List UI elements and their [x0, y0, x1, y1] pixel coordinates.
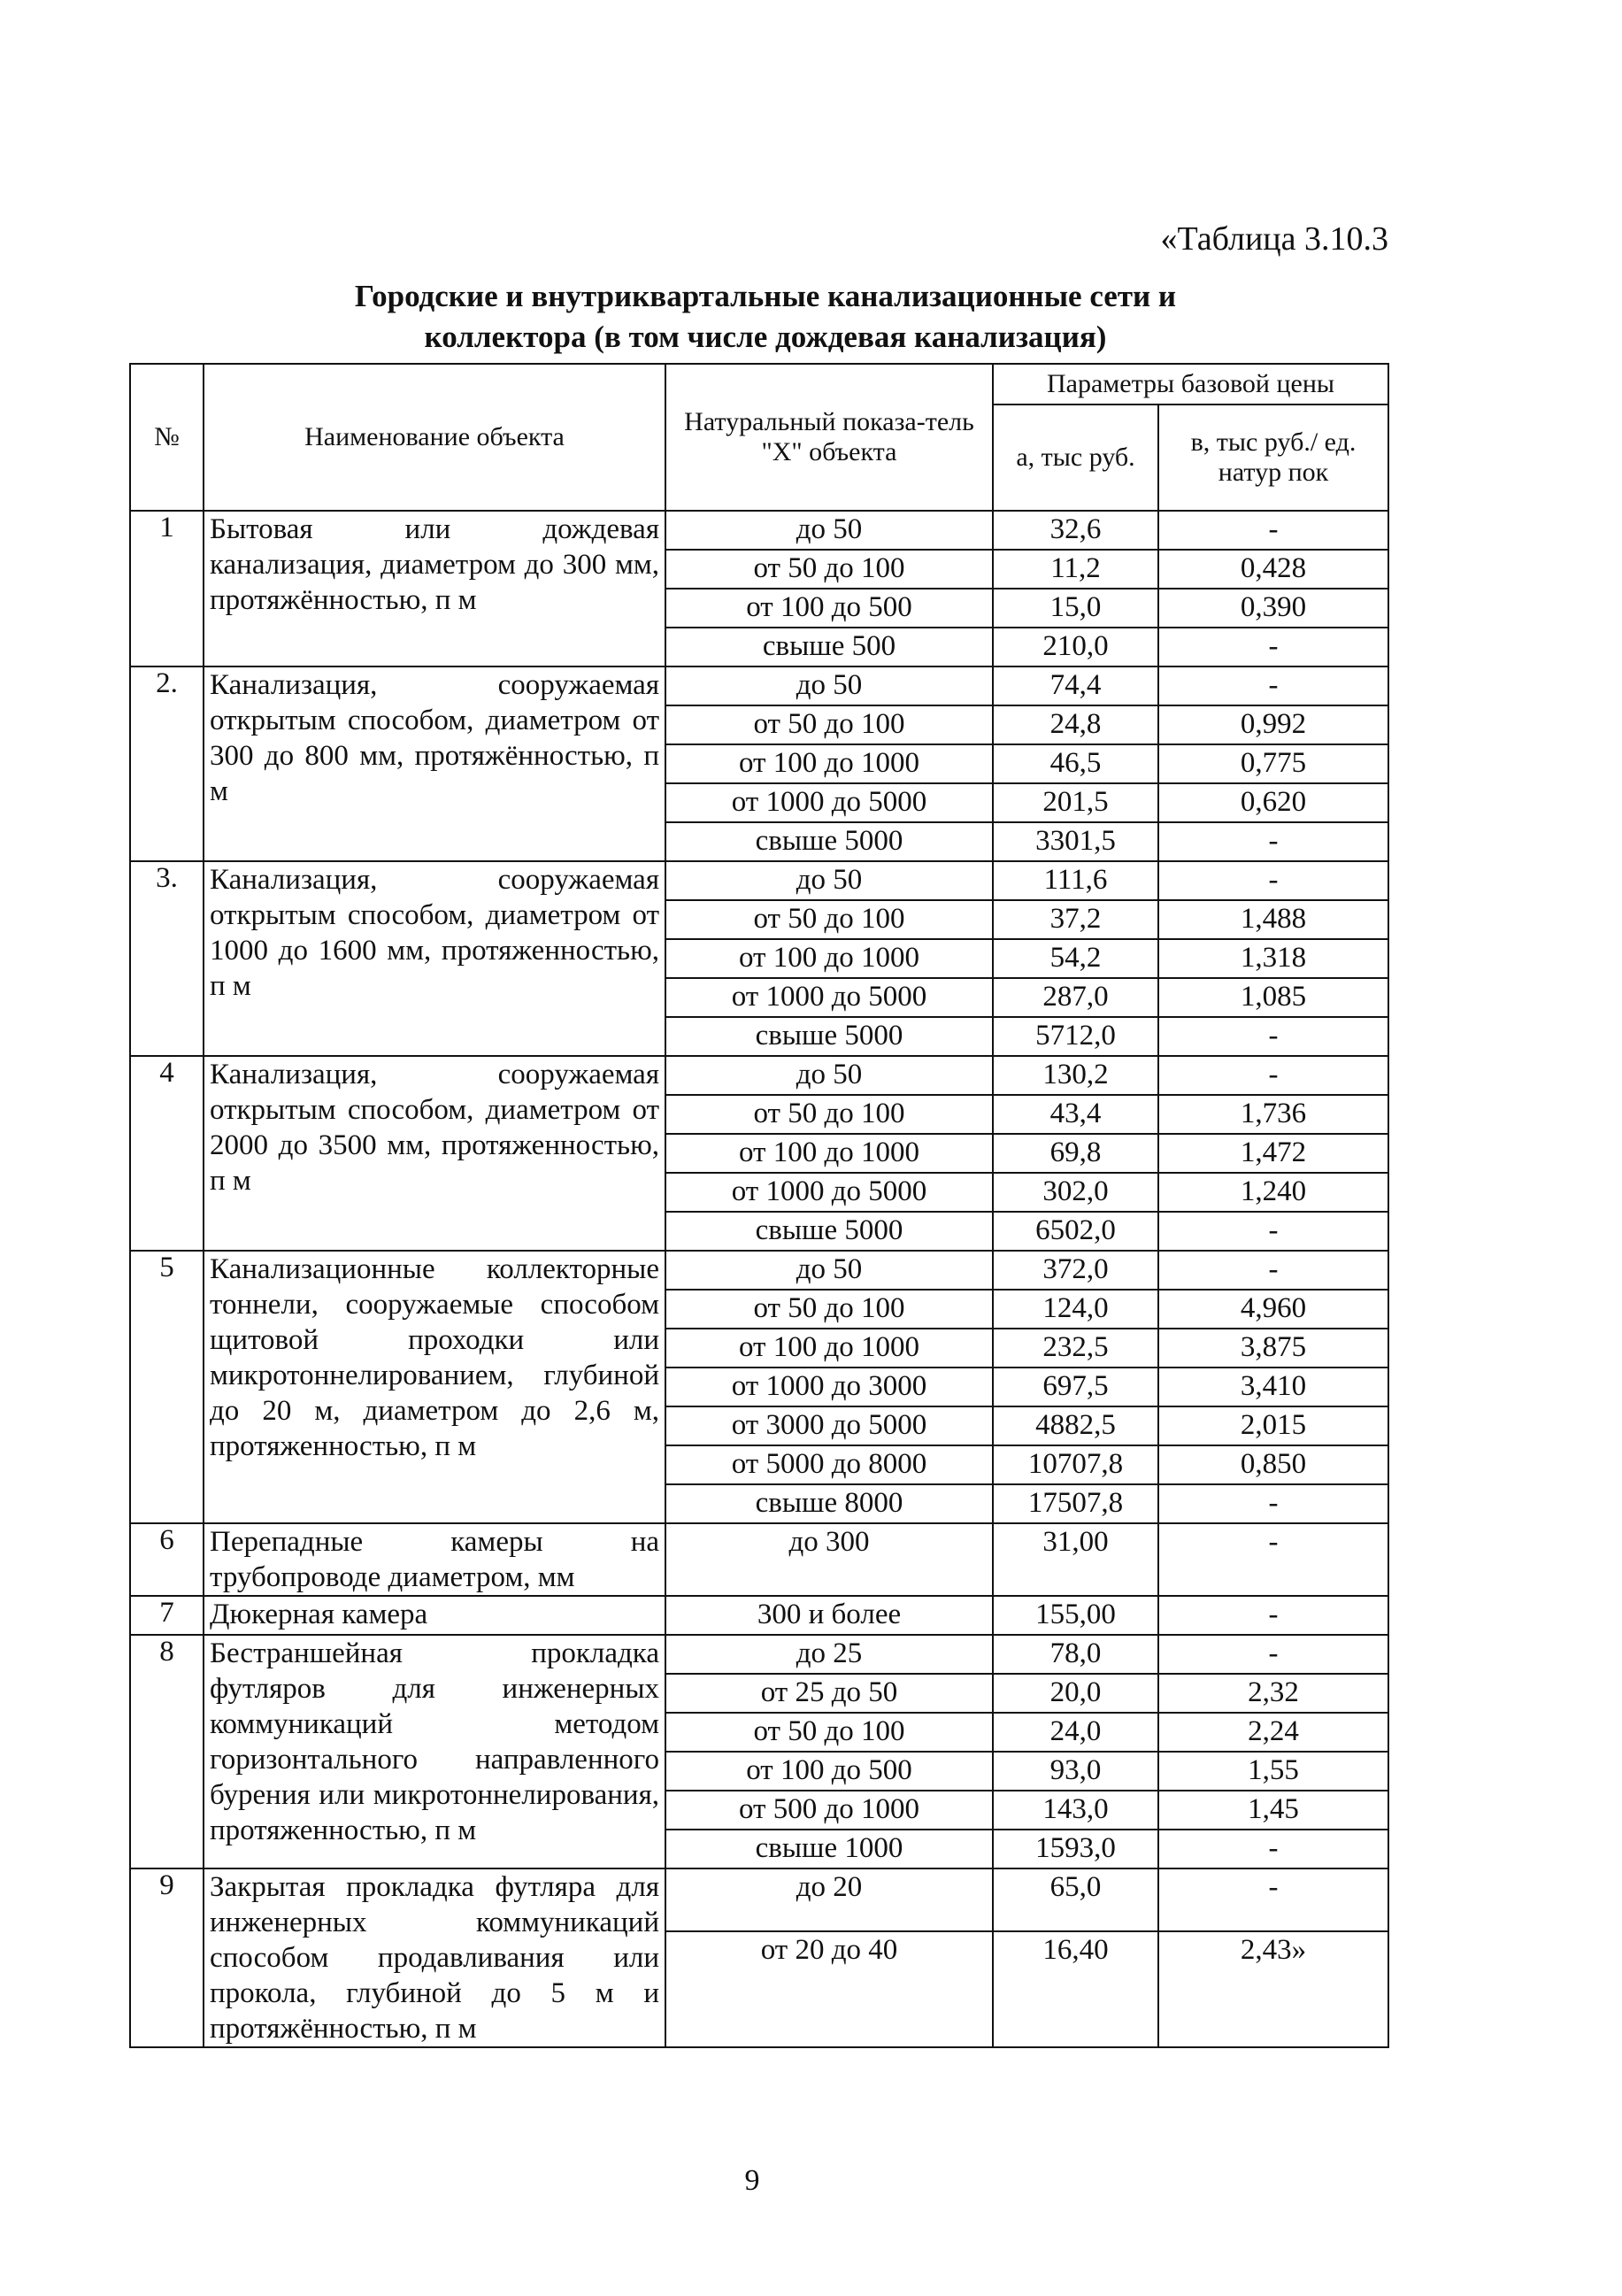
cell-x: свыше 1000	[665, 1830, 993, 1868]
cell-x: до 300	[665, 1523, 993, 1596]
cell-a: 4882,5	[993, 1406, 1158, 1445]
cell-b: -	[1158, 666, 1388, 705]
cell-a: 143,0	[993, 1791, 1158, 1830]
cell-x: свыше 8000	[665, 1484, 993, 1523]
cell-a: 111,6	[993, 861, 1158, 900]
cell-b: 2,32	[1158, 1674, 1388, 1713]
cell-b: 1,085	[1158, 978, 1388, 1017]
cell-x: от 1000 до 5000	[665, 978, 993, 1017]
cell-a: 31,00	[993, 1523, 1158, 1596]
cell-x: до 50	[665, 1251, 993, 1290]
cell-a: 46,5	[993, 744, 1158, 783]
cell-b: -	[1158, 1868, 1388, 1931]
table-label: «Таблица 3.10.3	[1160, 220, 1388, 258]
cell-x: от 50 до 100	[665, 1713, 993, 1752]
cell-a: 15,0	[993, 589, 1158, 628]
cell-a: 201,5	[993, 783, 1158, 822]
cell-a: 210,0	[993, 628, 1158, 666]
table-row	[130, 1523, 1388, 1596]
header-x: Натуральный показа-тель "X" объекта	[665, 364, 993, 511]
cell-a: 287,0	[993, 978, 1158, 1017]
cell-x: свыше 5000	[665, 1017, 993, 1056]
cell-x: от 100 до 500	[665, 589, 993, 628]
table-row	[130, 511, 1388, 550]
cell-a: 1593,0	[993, 1830, 1158, 1868]
table-row	[130, 1251, 1388, 1290]
cell-x: от 1000 до 5000	[665, 783, 993, 822]
cell-a: 17507,8	[993, 1484, 1158, 1523]
cell-b: 1,240	[1158, 1173, 1388, 1212]
cell-x: от 100 до 1000	[665, 1329, 993, 1368]
cell-x: до 50	[665, 861, 993, 900]
table-row	[130, 1056, 1388, 1095]
cell-name: Бытовая или дождевая канализация, диаметром до 300 мм, протяжённостью, п м	[204, 511, 665, 666]
cell-a: 20,0	[993, 1674, 1158, 1713]
cell-a: 302,0	[993, 1173, 1158, 1212]
cell-name: Канализация, сооружаемая открытым способом, диаметром от 1000 до 1600 мм, протяженностью, п м	[204, 861, 665, 1056]
cell-a: 10707,8	[993, 1445, 1158, 1484]
cell-b: 1,318	[1158, 939, 1388, 978]
table-row	[130, 1635, 1388, 1674]
cell-b: 0,620	[1158, 783, 1388, 822]
cell-b: -	[1158, 1830, 1388, 1868]
cell-x: 300 и более	[665, 1596, 993, 1635]
cell-a: 130,2	[993, 1056, 1158, 1095]
cell-x: от 50 до 100	[665, 1290, 993, 1329]
cell-b: -	[1158, 861, 1388, 900]
header-a: а, тыс руб.	[993, 404, 1158, 511]
cell-b: 0,850	[1158, 1445, 1388, 1484]
cell-b: 2,24	[1158, 1713, 1388, 1752]
cell-x: до 50	[665, 1056, 993, 1095]
cell-b: 1,55	[1158, 1752, 1388, 1791]
cell-b: -	[1158, 1484, 1388, 1523]
cell-a: 54,2	[993, 939, 1158, 978]
table-row	[130, 666, 1388, 705]
cell-x: от 20 до 40	[665, 1931, 993, 2047]
cell-b: 0,428	[1158, 550, 1388, 589]
cell-a: 372,0	[993, 1251, 1158, 1290]
cell-x: до 25	[665, 1635, 993, 1674]
cell-a: 124,0	[993, 1290, 1158, 1329]
cell-a: 93,0	[993, 1752, 1158, 1791]
cell-b: 4,960	[1158, 1290, 1388, 1329]
table-body	[130, 511, 1388, 2047]
cell-x: от 50 до 100	[665, 705, 993, 744]
cell-b: 1,472	[1158, 1134, 1388, 1173]
cell-a: 6502,0	[993, 1212, 1158, 1251]
cell-b: -	[1158, 822, 1388, 861]
cell-x: до 20	[665, 1868, 993, 1931]
cell-num: 3.	[130, 861, 204, 1056]
price-table	[129, 363, 1389, 2048]
cell-a: 155,00	[993, 1596, 1158, 1635]
cell-num: 8	[130, 1635, 204, 1868]
cell-a: 37,2	[993, 900, 1158, 939]
cell-name: Канализация, сооружаемая открытым способом, диаметром от 2000 до 3500 мм, протяженностью, п м	[204, 1056, 665, 1251]
cell-a: 24,0	[993, 1713, 1158, 1752]
cell-a: 11,2	[993, 550, 1158, 589]
cell-b: -	[1158, 1251, 1388, 1290]
cell-x: от 5000 до 8000	[665, 1445, 993, 1484]
cell-x: от 100 до 1000	[665, 744, 993, 783]
cell-b: 2,43»	[1158, 1931, 1388, 2047]
cell-name: Канализация, сооружаемая открытым способом, диаметром от 300 до 800 мм, протяжённостью, п м	[204, 666, 665, 861]
cell-a: 78,0	[993, 1635, 1158, 1674]
cell-b: -	[1158, 511, 1388, 550]
cell-b: 3,410	[1158, 1368, 1388, 1406]
cell-num: 4	[130, 1056, 204, 1251]
cell-b: 1,736	[1158, 1095, 1388, 1134]
cell-num: 9	[130, 1868, 204, 2047]
cell-b: -	[1158, 1635, 1388, 1674]
cell-a: 32,6	[993, 511, 1158, 550]
header-name: Наименование объекта	[204, 364, 665, 511]
cell-b: 0,775	[1158, 744, 1388, 783]
cell-x: от 25 до 50	[665, 1674, 993, 1713]
cell-b: -	[1158, 1596, 1388, 1635]
cell-a: 697,5	[993, 1368, 1158, 1406]
cell-a: 16,40	[993, 1931, 1158, 2047]
cell-b: 1,45	[1158, 1791, 1388, 1830]
cell-num: 1	[130, 511, 204, 666]
cell-b: -	[1158, 1212, 1388, 1251]
cell-x: от 1000 до 3000	[665, 1368, 993, 1406]
title-line-2: коллектора (в том числе дождевая канализация)	[424, 320, 1107, 354]
cell-a: 24,8	[993, 705, 1158, 744]
page-number: 9	[744, 2164, 760, 2197]
cell-num: 2.	[130, 666, 204, 861]
cell-x: от 3000 до 5000	[665, 1406, 993, 1445]
cell-a: 43,4	[993, 1095, 1158, 1134]
table-row	[130, 1596, 1388, 1635]
cell-x: свыше 5000	[665, 1212, 993, 1251]
header-num: №	[130, 364, 204, 511]
table-title	[133, 276, 1398, 358]
cell-name: Канализационные коллекторные тоннели, сооружаемые способом щитовой проходки или микротоннелированием, глубиной до 20 м, диаметром до 2,6 м, протяженностью, п м	[204, 1251, 665, 1523]
cell-x: свыше 5000	[665, 822, 993, 861]
title-line-1: Городские и внутриквартальные канализационные сети и	[354, 279, 1177, 313]
header-params: Параметры базовой цены	[993, 364, 1388, 404]
cell-x: до 50	[665, 666, 993, 705]
cell-x: от 50 до 100	[665, 550, 993, 589]
header-b: в, тыс руб./ ед. натур пок	[1158, 404, 1388, 511]
cell-a: 5712,0	[993, 1017, 1158, 1056]
cell-x: до 50	[665, 511, 993, 550]
cell-b: -	[1158, 1056, 1388, 1095]
cell-a: 69,8	[993, 1134, 1158, 1173]
cell-x: от 100 до 500	[665, 1752, 993, 1791]
cell-num: 5	[130, 1251, 204, 1523]
cell-name: Перепадные камеры на трубопроводе диаметром, мм	[204, 1523, 665, 1596]
cell-b: -	[1158, 1017, 1388, 1056]
cell-x: от 500 до 1000	[665, 1791, 993, 1830]
cell-name: Дюкерная камера	[204, 1596, 665, 1635]
cell-b: 0,390	[1158, 589, 1388, 628]
table-row	[130, 1868, 1388, 1931]
cell-a: 232,5	[993, 1329, 1158, 1368]
table-row	[130, 861, 1388, 900]
cell-name: Закрытая прокладка футляра для инженерных коммуникаций способом продавливания или прокола, глубиной до 5 м и протяжённостью, п м	[204, 1868, 665, 2047]
cell-x: от 1000 до 5000	[665, 1173, 993, 1212]
cell-a: 74,4	[993, 666, 1158, 705]
cell-a: 3301,5	[993, 822, 1158, 861]
cell-b: -	[1158, 628, 1388, 666]
cell-num: 7	[130, 1596, 204, 1635]
cell-x: от 50 до 100	[665, 1095, 993, 1134]
cell-name: Бестраншейная прокладка футляров для инженерных коммуникаций методом горизонтального направленного бурения или микротоннелирования, протяженностью, п м	[204, 1635, 665, 1868]
cell-b: 0,992	[1158, 705, 1388, 744]
cell-b: 1,488	[1158, 900, 1388, 939]
cell-a: 65,0	[993, 1868, 1158, 1931]
cell-num: 6	[130, 1523, 204, 1596]
cell-x: от 50 до 100	[665, 900, 993, 939]
cell-x: свыше 500	[665, 628, 993, 666]
cell-b: 3,875	[1158, 1329, 1388, 1368]
cell-x: от 100 до 1000	[665, 1134, 993, 1173]
cell-b: 2,015	[1158, 1406, 1388, 1445]
cell-b: -	[1158, 1523, 1388, 1596]
cell-x: от 100 до 1000	[665, 939, 993, 978]
